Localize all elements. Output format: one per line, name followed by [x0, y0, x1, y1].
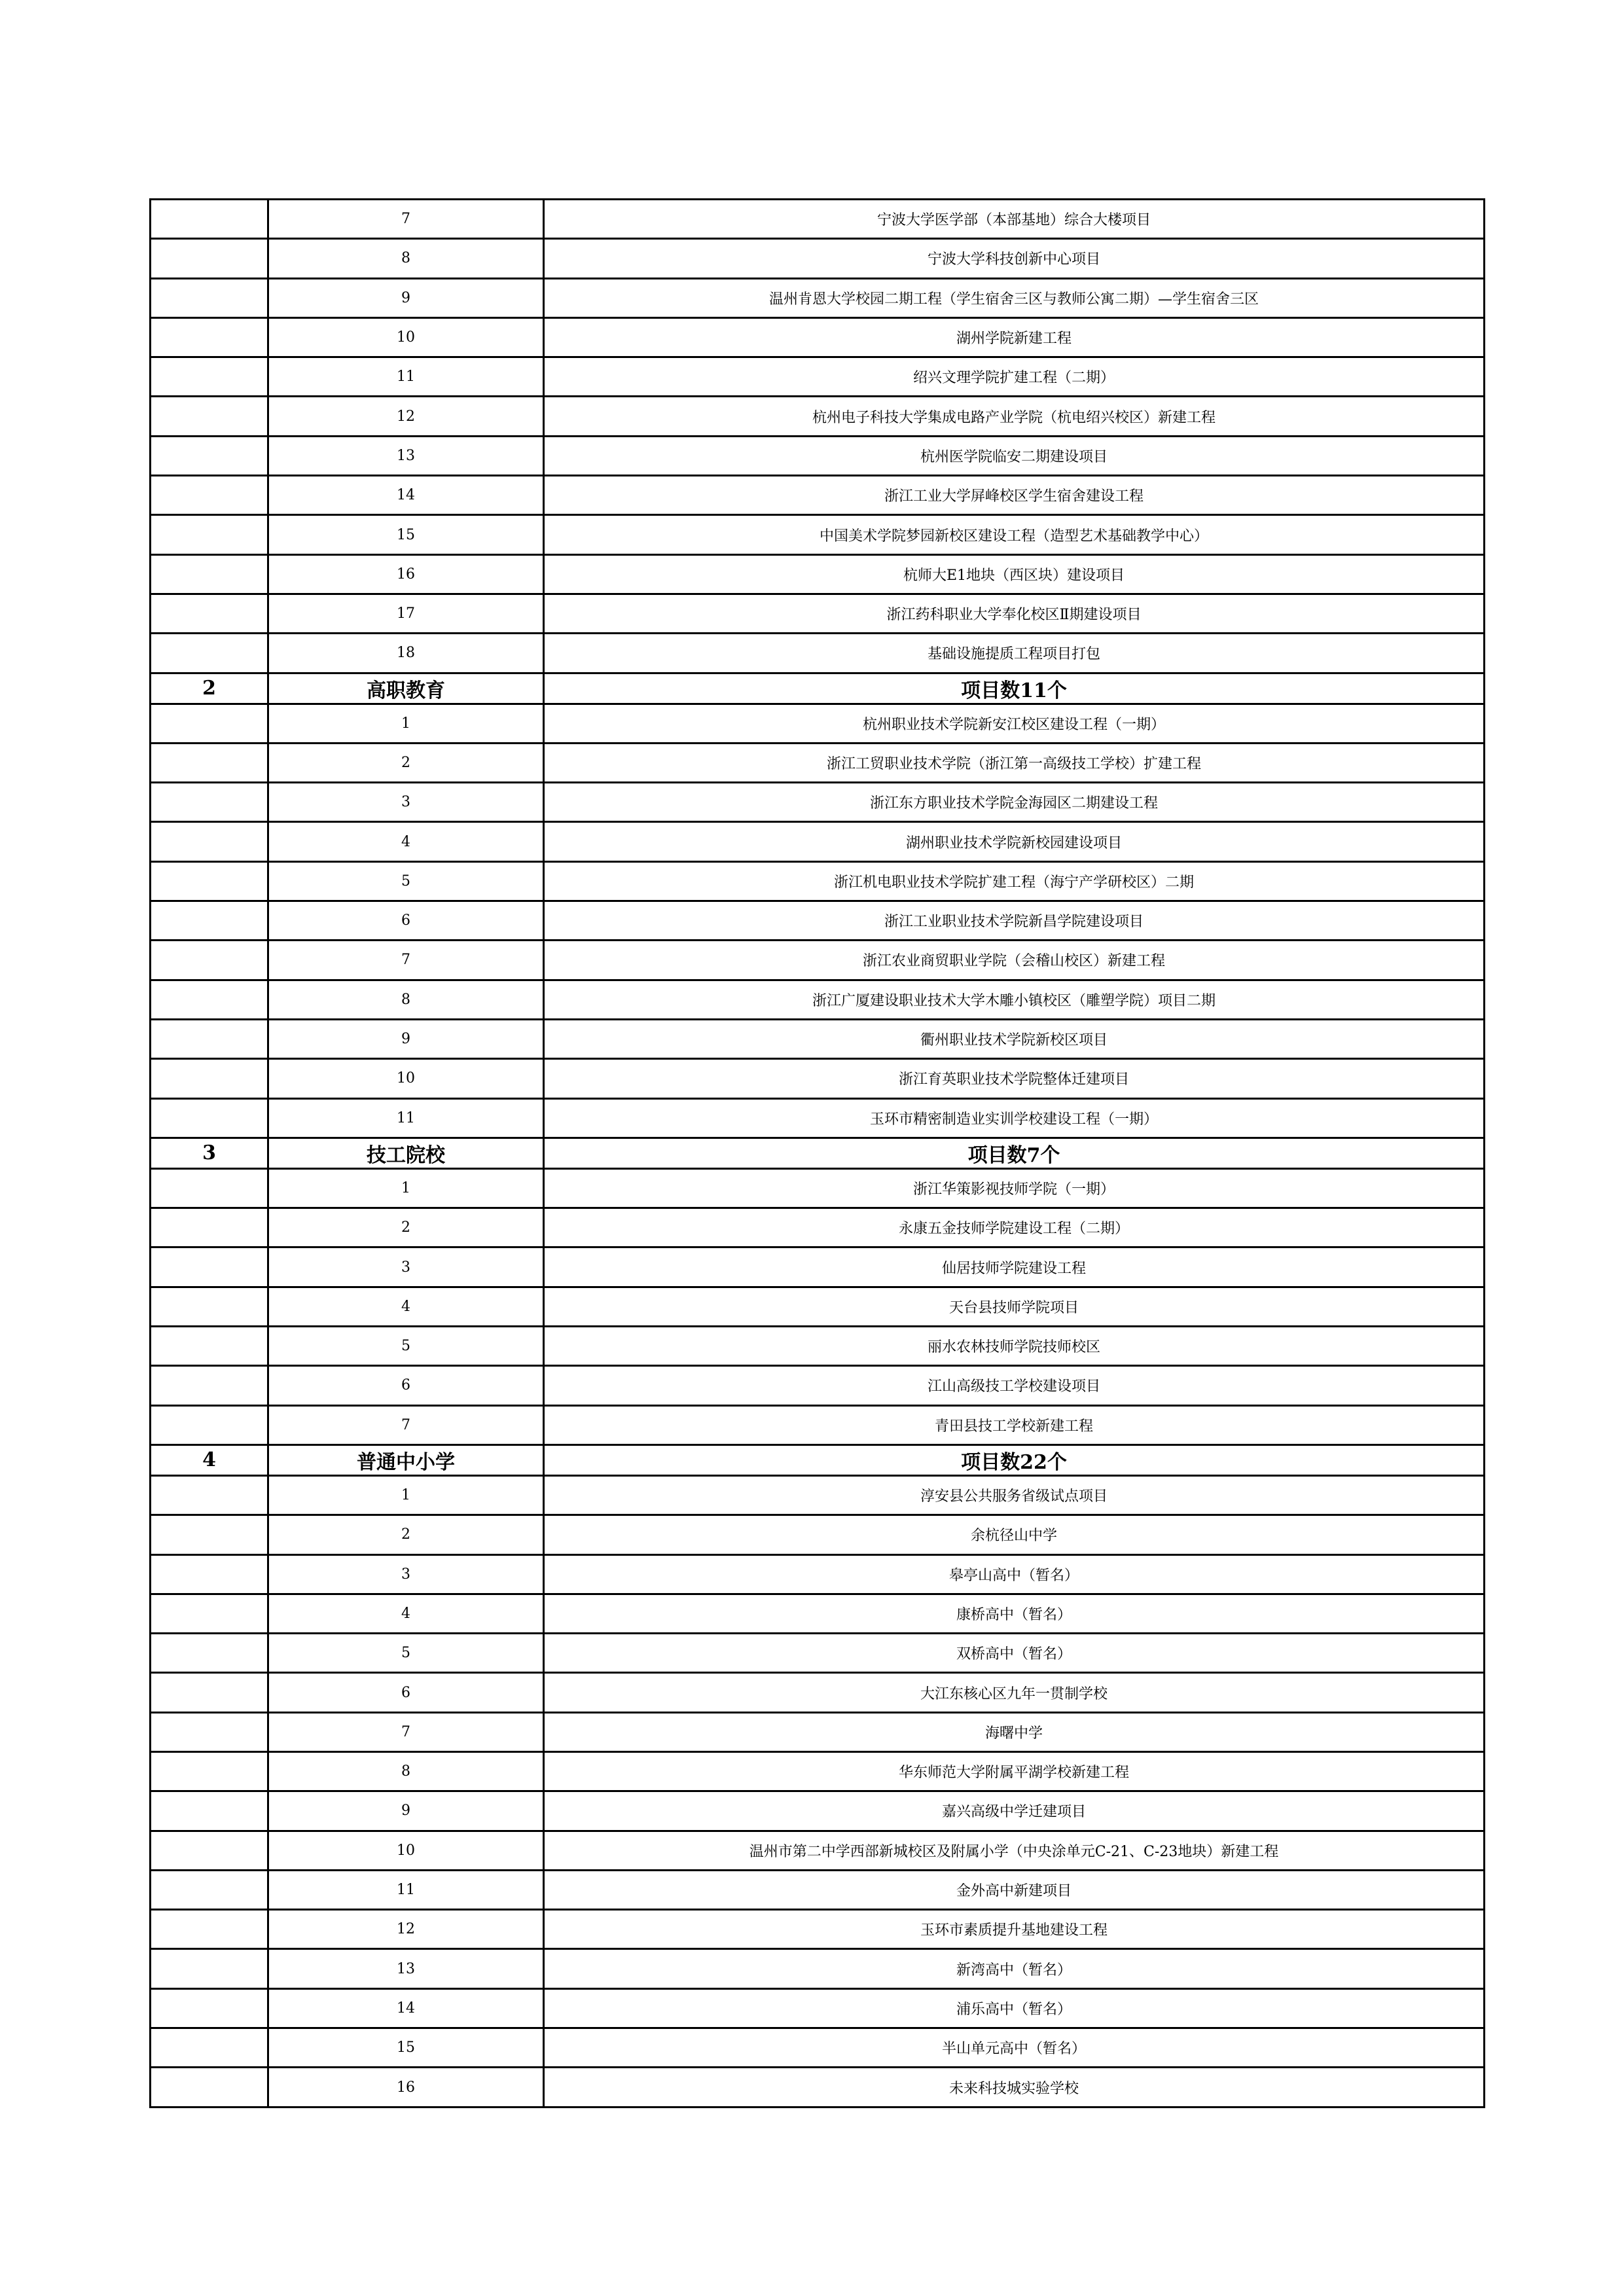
- empty-cell: [151, 861, 268, 901]
- table-row: [151, 1059, 1485, 1098]
- empty-cell: [151, 743, 268, 782]
- project-name: 金外高中新建项目: [544, 1870, 1485, 1909]
- empty-cell: [151, 1988, 268, 2028]
- project-list-table: [149, 198, 1485, 2108]
- table-row: [151, 200, 1485, 239]
- item-index: 8: [268, 239, 544, 278]
- project-name: 杭州电子科技大学集成电路产业学院（杭电绍兴校区）新建工程: [544, 397, 1485, 436]
- item-index: 9: [268, 278, 544, 317]
- item-index: 11: [268, 1098, 544, 1138]
- section-name: 高职教育: [268, 673, 544, 704]
- project-name: 宁波大学科技创新中心项目: [544, 239, 1485, 278]
- project-name: 浙江华策影视技师学院（一期）: [544, 1168, 1485, 1208]
- table-row: [151, 1019, 1485, 1058]
- table-row: [151, 397, 1485, 436]
- empty-cell: [151, 1515, 268, 1554]
- item-index: 2: [268, 1208, 544, 1247]
- project-name: 浙江农业商贸职业学院（会稽山校区）新建工程: [544, 941, 1485, 980]
- empty-cell: [151, 1634, 268, 1673]
- item-index: 18: [268, 634, 544, 673]
- empty-cell: [151, 1405, 268, 1444]
- section-name: 技工院校: [268, 1138, 544, 1168]
- item-index: 8: [268, 980, 544, 1019]
- project-name: 海曙中学: [544, 1712, 1485, 1751]
- empty-cell: [151, 1247, 268, 1287]
- project-name: 浙江工业大学屏峰校区学生宿舍建设工程: [544, 476, 1485, 515]
- empty-cell: [151, 515, 268, 554]
- section-header-row: [151, 673, 1485, 704]
- table-row: [151, 1634, 1485, 1673]
- project-name: 丽水农林技师学院技师校区: [544, 1327, 1485, 1366]
- item-index: 14: [268, 476, 544, 515]
- table-row: [151, 554, 1485, 594]
- table-row: [151, 317, 1485, 357]
- section-project-count: 项目数7个: [544, 1138, 1485, 1168]
- empty-cell: [151, 554, 268, 594]
- empty-cell: [151, 634, 268, 673]
- empty-cell: [151, 200, 268, 239]
- project-name: 大江东核心区九年一贯制学校: [544, 1673, 1485, 1712]
- empty-cell: [151, 1831, 268, 1870]
- table-row: [151, 1673, 1485, 1712]
- project-name: 青田县技工学校新建工程: [544, 1405, 1485, 1444]
- item-index: 16: [268, 554, 544, 594]
- table-row: [151, 1870, 1485, 1909]
- table-row: [151, 1791, 1485, 1831]
- table-row: [151, 1949, 1485, 1988]
- section-number: 2: [151, 673, 268, 704]
- project-name: 绍兴文理学院扩建工程（二期）: [544, 357, 1485, 397]
- project-name: 双桥高中（暂名）: [544, 1634, 1485, 1673]
- item-index: 17: [268, 594, 544, 633]
- empty-cell: [151, 1870, 268, 1909]
- item-index: 12: [268, 1910, 544, 1949]
- table-row: [151, 1515, 1485, 1554]
- table-row: [151, 941, 1485, 980]
- empty-cell: [151, 2068, 268, 2107]
- empty-cell: [151, 2028, 268, 2068]
- empty-cell: [151, 278, 268, 317]
- item-index: 6: [268, 1673, 544, 1712]
- item-index: 13: [268, 1949, 544, 1988]
- item-index: 15: [268, 2028, 544, 2068]
- table-row: [151, 1554, 1485, 1594]
- table-row: [151, 1712, 1485, 1751]
- project-name: 玉环市精密制造业实训学校建设工程（一期）: [544, 1098, 1485, 1138]
- project-name: 半山单元高中（暂名）: [544, 2028, 1485, 2068]
- item-index: 1: [268, 1168, 544, 1208]
- table-row: [151, 2028, 1485, 2068]
- empty-cell: [151, 436, 268, 475]
- empty-cell: [151, 1554, 268, 1594]
- empty-cell: [151, 1594, 268, 1633]
- project-name: 湖州职业技术学院新校园建设项目: [544, 822, 1485, 861]
- empty-cell: [151, 594, 268, 633]
- item-index: 4: [268, 1287, 544, 1326]
- project-name: 宁波大学医学部（本部基地）综合大楼项目: [544, 200, 1485, 239]
- table-row: [151, 239, 1485, 278]
- table-row: [151, 1366, 1485, 1405]
- empty-cell: [151, 397, 268, 436]
- section-number: 4: [151, 1444, 268, 1475]
- item-index: 5: [268, 1634, 544, 1673]
- table-row: [151, 1988, 1485, 2028]
- project-name: 浙江东方职业技术学院金海园区二期建设工程: [544, 783, 1485, 822]
- table-row: [151, 1287, 1485, 1326]
- item-index: 10: [268, 1059, 544, 1098]
- table-row: [151, 1168, 1485, 1208]
- table-row: [151, 901, 1485, 941]
- empty-cell: [151, 1208, 268, 1247]
- item-index: 9: [268, 1791, 544, 1831]
- empty-cell: [151, 901, 268, 941]
- empty-cell: [151, 1168, 268, 1208]
- empty-cell: [151, 822, 268, 861]
- project-name: 杭州职业技术学院新安江校区建设工程（一期）: [544, 704, 1485, 743]
- item-index: 12: [268, 397, 544, 436]
- table-row: [151, 861, 1485, 901]
- item-index: 14: [268, 1988, 544, 2028]
- empty-cell: [151, 1910, 268, 1949]
- empty-cell: [151, 1712, 268, 1751]
- item-index: 3: [268, 1247, 544, 1287]
- table-row: [151, 594, 1485, 633]
- section-project-count: 项目数11个: [544, 673, 1485, 704]
- empty-cell: [151, 239, 268, 278]
- project-name: 基础设施提质工程项目打包: [544, 634, 1485, 673]
- item-index: 11: [268, 357, 544, 397]
- item-index: 7: [268, 200, 544, 239]
- project-name: 浙江工业职业技术学院新昌学院建设项目: [544, 901, 1485, 941]
- project-name: 温州肯恩大学校园二期工程（学生宿舍三区与教师公寓二期）—学生宿舍三区: [544, 278, 1485, 317]
- table-row: [151, 2068, 1485, 2107]
- item-index: 16: [268, 2068, 544, 2107]
- item-index: 7: [268, 1712, 544, 1751]
- section-number: 3: [151, 1138, 268, 1168]
- item-index: 4: [268, 1594, 544, 1633]
- table-row: [151, 1910, 1485, 1949]
- project-name: 杭州医学院临安二期建设项目: [544, 436, 1485, 475]
- table-row: [151, 278, 1485, 317]
- project-name: 浙江机电职业技术学院扩建工程（海宁产学研校区）二期: [544, 861, 1485, 901]
- project-name: 浦乐高中（暂名）: [544, 1988, 1485, 2028]
- item-index: 7: [268, 941, 544, 980]
- table-row: [151, 1475, 1485, 1515]
- empty-cell: [151, 1327, 268, 1366]
- empty-cell: [151, 941, 268, 980]
- item-index: 3: [268, 1554, 544, 1594]
- empty-cell: [151, 476, 268, 515]
- item-index: 1: [268, 704, 544, 743]
- section-project-count: 项目数22个: [544, 1444, 1485, 1475]
- empty-cell: [151, 317, 268, 357]
- project-name: 华东师范大学附属平湖学校新建工程: [544, 1751, 1485, 1791]
- section-name: 普通中小学: [268, 1444, 544, 1475]
- project-name: 仙居技师学院建设工程: [544, 1247, 1485, 1287]
- item-index: 7: [268, 1405, 544, 1444]
- item-index: 15: [268, 515, 544, 554]
- item-index: 2: [268, 1515, 544, 1554]
- project-name: 浙江工贸职业技术学院（浙江第一高级技工学校）扩建工程: [544, 743, 1485, 782]
- empty-cell: [151, 1673, 268, 1712]
- project-name: 衢州职业技术学院新校区项目: [544, 1019, 1485, 1058]
- project-name: 江山高级技工学校建设项目: [544, 1366, 1485, 1405]
- table-row: [151, 1208, 1485, 1247]
- item-index: 4: [268, 822, 544, 861]
- item-index: 8: [268, 1751, 544, 1791]
- project-name: 康桥高中（暂名）: [544, 1594, 1485, 1633]
- table-row: [151, 436, 1485, 475]
- project-name: 淳安县公共服务省级试点项目: [544, 1475, 1485, 1515]
- empty-cell: [151, 783, 268, 822]
- item-index: 5: [268, 861, 544, 901]
- item-index: 10: [268, 1831, 544, 1870]
- project-name: 余杭径山中学: [544, 1515, 1485, 1554]
- table-row: [151, 1831, 1485, 1870]
- empty-cell: [151, 980, 268, 1019]
- project-name: 浙江药科职业大学奉化校区Ⅱ期建设项目: [544, 594, 1485, 633]
- empty-cell: [151, 1287, 268, 1326]
- table-row: [151, 1594, 1485, 1633]
- table-row: [151, 743, 1485, 782]
- empty-cell: [151, 357, 268, 397]
- table-row: [151, 704, 1485, 743]
- empty-cell: [151, 1791, 268, 1831]
- table-row: [151, 515, 1485, 554]
- item-index: 5: [268, 1327, 544, 1366]
- item-index: 2: [268, 743, 544, 782]
- project-name: 温州市第二中学西部新城校区及附属小学（中央涂单元C-21、C-23地块）新建工程: [544, 1831, 1485, 1870]
- project-list-body: [151, 200, 1485, 2108]
- item-index: 6: [268, 1366, 544, 1405]
- table-row: [151, 1751, 1485, 1791]
- project-name: 杭师大E1地块（西区块）建设项目: [544, 554, 1485, 594]
- table-row: [151, 476, 1485, 515]
- item-index: 6: [268, 901, 544, 941]
- project-name: 新湾高中（暂名）: [544, 1949, 1485, 1988]
- table-row: [151, 1098, 1485, 1138]
- project-name: 天台县技师学院项目: [544, 1287, 1485, 1326]
- empty-cell: [151, 1098, 268, 1138]
- table-row: [151, 980, 1485, 1019]
- empty-cell: [151, 704, 268, 743]
- item-index: 11: [268, 1870, 544, 1909]
- empty-cell: [151, 1949, 268, 1988]
- project-name: 湖州学院新建工程: [544, 317, 1485, 357]
- item-index: 3: [268, 783, 544, 822]
- item-index: 10: [268, 317, 544, 357]
- item-index: 13: [268, 436, 544, 475]
- table-row: [151, 634, 1485, 673]
- empty-cell: [151, 1019, 268, 1058]
- section-header-row: [151, 1138, 1485, 1168]
- table-row: [151, 1327, 1485, 1366]
- item-index: 9: [268, 1019, 544, 1058]
- empty-cell: [151, 1751, 268, 1791]
- project-name: 中国美术学院梦园新校区建设工程（造型艺术基础教学中心）: [544, 515, 1485, 554]
- item-index: 1: [268, 1475, 544, 1515]
- project-name: 未来科技城实验学校: [544, 2068, 1485, 2107]
- project-name: 皋亭山高中（暂名）: [544, 1554, 1485, 1594]
- table-row: [151, 783, 1485, 822]
- table-row: [151, 1247, 1485, 1287]
- section-header-row: [151, 1444, 1485, 1475]
- project-name: 浙江育英职业技术学院整体迁建项目: [544, 1059, 1485, 1098]
- table-row: [151, 357, 1485, 397]
- empty-cell: [151, 1366, 268, 1405]
- table-row: [151, 1405, 1485, 1444]
- empty-cell: [151, 1059, 268, 1098]
- project-name: 嘉兴高级中学迁建项目: [544, 1791, 1485, 1831]
- project-name: 浙江广厦建设职业技术大学木雕小镇校区（雕塑学院）项目二期: [544, 980, 1485, 1019]
- project-name: 玉环市素质提升基地建设工程: [544, 1910, 1485, 1949]
- empty-cell: [151, 1475, 268, 1515]
- table-row: [151, 822, 1485, 861]
- project-name: 永康五金技师学院建设工程（二期）: [544, 1208, 1485, 1247]
